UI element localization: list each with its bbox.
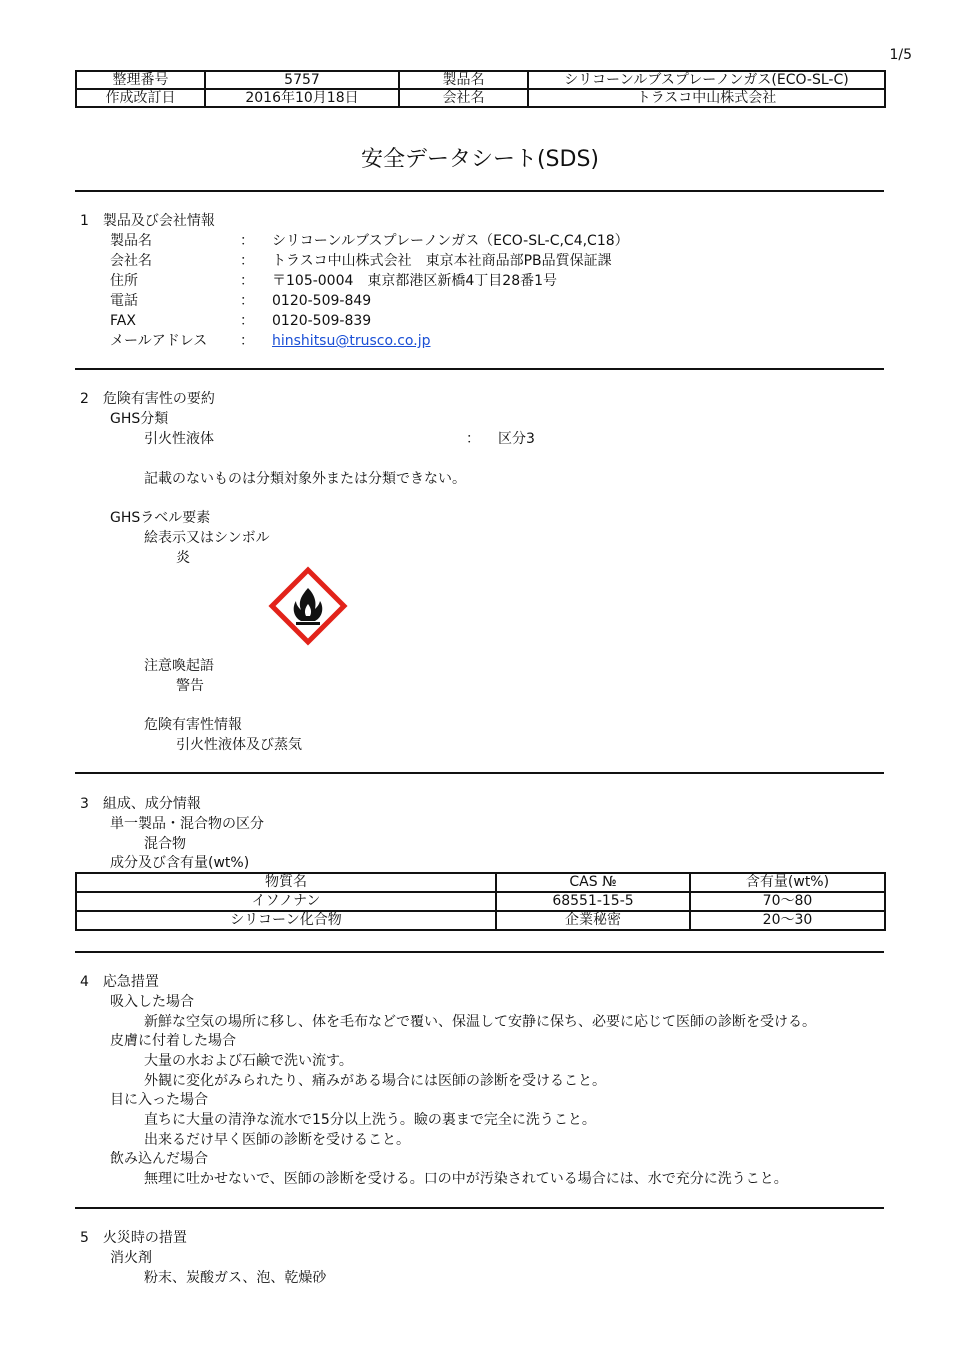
section-1-heading: 1 製品及び会社情報 <box>80 213 215 229</box>
email-label: メールアドレス <box>110 333 208 349</box>
signal-word-heading: 注意喚起語 <box>144 658 214 674</box>
table-cell: シリコーン化合物 <box>76 911 496 930</box>
product-name-label: 製品名 <box>110 233 152 249</box>
column-header: CAS № <box>496 873 690 892</box>
table-cell: 68551-15-5 <box>496 892 690 911</box>
header-cell: 5757 <box>205 71 399 89</box>
composition-label: 成分及び含有量(wt%) <box>110 855 250 871</box>
ghs-classification-label: GHS分類 <box>110 411 169 427</box>
classification-note: 記載のないものは分類対象外または分類できない。 <box>144 471 466 487</box>
inhalation-label: 吸入した場合 <box>110 994 194 1010</box>
company-value: トラスコ中山株式会社 東京本社商品部PB品質保証課 <box>272 253 612 269</box>
extinguishing-media-text: 粉末、炭酸ガス、泡、乾燥砂 <box>144 1270 327 1286</box>
header-cell: 整理番号 <box>76 71 205 89</box>
header-row <box>76 89 885 107</box>
flammable-liquid-label: 引火性液体 <box>144 431 214 447</box>
flame-pictogram-icon <box>268 566 348 646</box>
colon: ： <box>240 253 254 269</box>
extinguishing-media-label: 消火剤 <box>110 1250 152 1266</box>
pictogram-heading: 絵表示又はシンボル <box>144 530 270 546</box>
eye-contact-text: 出来るだけ早く医師の診断を受けること。 <box>144 1132 410 1148</box>
skin-contact-text: 外観に変化がみられたり、痛みがある場合には医師の診断を受けること。 <box>144 1073 606 1089</box>
table-cell: 企業秘密 <box>496 911 690 930</box>
column-header: 物質名 <box>76 873 496 892</box>
product-name-value: シリコーンルブスプレーノンガス（ECO-SL-C,C4,C18） <box>272 233 629 249</box>
colon: ： <box>466 431 480 447</box>
inhalation-text: 新鮮な空気の場所に移し、体を毛布などで覆い、保温して安静に保ち、必要に応じて医師の診断を受ける。 <box>144 1014 816 1030</box>
section-2-heading: 2 危険有害性の要約 <box>80 391 215 407</box>
table-cell: イソノナン <box>76 892 496 911</box>
header-cell: 作成改訂日 <box>76 89 205 107</box>
document-header-table <box>75 70 886 108</box>
header-cell: 会社名 <box>399 89 528 107</box>
header-cell: 2016年10月18日 <box>205 89 399 107</box>
section-divider <box>75 772 884 774</box>
phone-label: 電話 <box>110 293 138 309</box>
section-divider <box>75 368 884 370</box>
header-cell: 製品名 <box>399 71 528 89</box>
eye-contact-label: 目に入った場合 <box>110 1092 208 1108</box>
section-divider <box>75 190 884 192</box>
address-label: 住所 <box>110 273 138 289</box>
hazard-info-value: 引火性液体及び蒸気 <box>176 737 302 753</box>
email-link[interactable]: hinshitsu@trusco.co.jp <box>272 333 431 349</box>
pictogram-name: 炎 <box>176 550 190 566</box>
address-value: 〒105-0004 東京都港区新橋4丁目28番1号 <box>272 273 558 289</box>
table-header-row <box>76 873 885 892</box>
fax-label: FAX <box>110 313 136 329</box>
section-3-heading: 3 組成、成分情報 <box>80 796 201 812</box>
page-number: 1/5 <box>889 47 912 63</box>
header-row <box>76 71 885 89</box>
header-cell: シリコーンルブスプレーノンガス(ECO-SL-C) <box>528 71 885 89</box>
company-label: 会社名 <box>110 253 152 269</box>
document-title: 安全データシート(SDS) <box>360 147 600 172</box>
ingestion-label: 飲み込んだ場合 <box>110 1151 208 1167</box>
fax-value: 0120-509-839 <box>272 313 372 329</box>
colon: ： <box>240 293 254 309</box>
table-row <box>76 892 885 911</box>
skin-contact-label: 皮膚に付着した場合 <box>110 1033 236 1049</box>
section-divider <box>75 1207 884 1209</box>
colon: ： <box>240 273 254 289</box>
ghs-label-elements: GHSラベル要素 <box>110 510 211 526</box>
section-4-heading: 4 応急措置 <box>80 974 159 990</box>
ingestion-text: 無理に吐かせないで、医師の診断を受ける。口の中が汚染されている場合には、水で充分に洗うこと。 <box>144 1171 788 1187</box>
hazard-info-heading: 危険有害性情報 <box>144 717 242 733</box>
mixture-class-value: 混合物 <box>144 836 186 852</box>
colon: ： <box>240 233 254 249</box>
table-cell: 70～80 <box>690 892 885 911</box>
table-cell: 20～30 <box>690 911 885 930</box>
colon: ： <box>240 313 254 329</box>
section-divider <box>75 951 884 953</box>
mixture-class-label: 単一製品・混合物の区分 <box>110 816 264 832</box>
colon: ： <box>240 333 254 349</box>
section-5-heading: 5 火災時の措置 <box>80 1230 187 1246</box>
table-row <box>76 911 885 930</box>
composition-table <box>75 872 886 931</box>
column-header: 含有量(wt%) <box>690 873 885 892</box>
eye-contact-text: 直ちに大量の清浄な流水で15分以上洗う。瞼の裏まで完全に洗うこと。 <box>144 1112 596 1128</box>
signal-word-value: 警告 <box>176 678 204 694</box>
phone-value: 0120-509-849 <box>272 293 372 309</box>
skin-contact-text: 大量の水および石鹸で洗い流す。 <box>144 1053 353 1069</box>
header-cell: トラスコ中山株式会社 <box>528 89 885 107</box>
category-value: 区分3 <box>498 431 535 447</box>
